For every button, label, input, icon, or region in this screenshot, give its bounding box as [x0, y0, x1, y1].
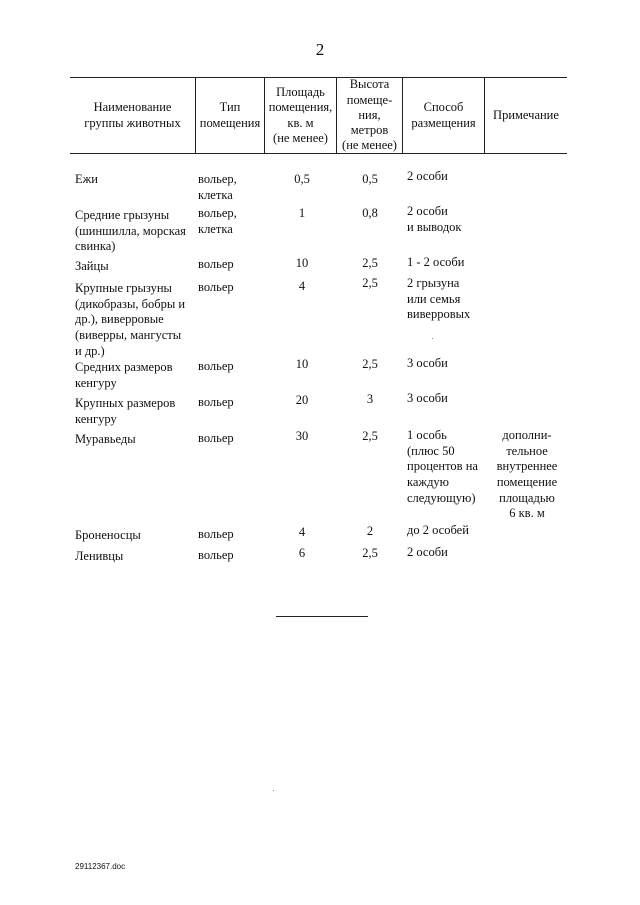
- header-note: Примечание: [493, 107, 559, 122]
- cell-animal-group: Зайцы: [75, 259, 109, 273]
- footer-filename: 29112367.doc: [75, 862, 126, 871]
- cell-placement: 3 особи: [407, 391, 448, 405]
- header-room-type: Тип помещения: [199, 100, 261, 130]
- cell-height: 0,8: [362, 206, 378, 220]
- cell-height: 2,5: [362, 546, 378, 560]
- cell-placement: 1 особь (плюс 50 процентов на каждую следующую): [407, 428, 478, 505]
- cell-room-type: вольер: [198, 395, 234, 409]
- cell-placement: 2 особи: [407, 169, 448, 183]
- cell-placement: 2 грызуна или семья виверровых: [407, 276, 471, 322]
- cell-area: 6: [298, 546, 306, 560]
- cell-placement: до 2 особей: [407, 523, 469, 537]
- cell-room-type: вольер: [198, 431, 234, 445]
- cell-animal-group: Броненосцы: [75, 528, 141, 542]
- cell-room-type: вольер: [198, 548, 234, 562]
- header-area: Площадь помещения, кв. м (не менее): [268, 85, 333, 145]
- cell-area: 30: [295, 429, 309, 443]
- header-height: Высота помеще- ния, метров (не менее): [342, 77, 397, 153]
- cell-area: 20: [295, 393, 309, 407]
- cell-note: дополни- тельное внутреннее помещение площадью 6 кв. м: [496, 428, 558, 521]
- scan-speck: [432, 338, 433, 339]
- page-number: 2: [315, 40, 325, 59]
- cell-placement: 3 особи: [407, 356, 448, 370]
- cell-placement: 1 - 2 особи: [407, 255, 465, 269]
- cell-height: 2: [366, 524, 374, 538]
- cell-animal-group: Крупных размеров кенгуру: [75, 396, 176, 426]
- cell-room-type: вольер: [198, 280, 234, 294]
- cell-animal-group: Муравьеды: [75, 432, 136, 446]
- cell-area: 4: [298, 525, 306, 539]
- cell-height: 2,5: [362, 357, 378, 371]
- cell-area: 0,5: [294, 172, 310, 186]
- cell-area: 10: [295, 256, 309, 270]
- cell-animal-group: Крупные грызуны (дикобразы, бобры и др.), виверровые (виверры, мангусты и др.): [75, 281, 186, 358]
- cell-animal-group: Ежи: [75, 172, 98, 186]
- cell-height: 2,5: [362, 276, 378, 290]
- cell-room-type: вольер: [198, 527, 234, 541]
- end-of-table-rule: [276, 616, 368, 617]
- cell-placement: 2 особи и выводок: [407, 204, 462, 234]
- cell-animal-group: Ленивцы: [75, 549, 124, 563]
- cell-room-type: вольер: [198, 359, 234, 373]
- cell-area: 4: [298, 279, 306, 293]
- cell-area: 1: [298, 206, 306, 220]
- cell-height: 2,5: [362, 256, 378, 270]
- scan-speck: [273, 790, 274, 791]
- table-header-rule: [70, 153, 567, 154]
- cell-animal-group: Средние грызуны (шиншилла, морская свинка): [75, 208, 186, 254]
- cell-animal-group: Средних размеров кенгуру: [75, 360, 173, 390]
- cell-room-type: вольер, клетка: [198, 172, 237, 202]
- cell-height: 3: [366, 392, 374, 406]
- header-placement: Способ размещения: [411, 100, 476, 130]
- cell-room-type: вольер: [198, 257, 234, 271]
- cell-placement: 2 особи: [407, 545, 448, 559]
- cell-height: 0,5: [362, 172, 378, 186]
- cell-room-type: вольер, клетка: [198, 206, 237, 236]
- header-animal-group: Наименование группы животных: [84, 100, 181, 130]
- cell-height: 2,5: [362, 429, 378, 443]
- cell-area: 10: [295, 357, 309, 371]
